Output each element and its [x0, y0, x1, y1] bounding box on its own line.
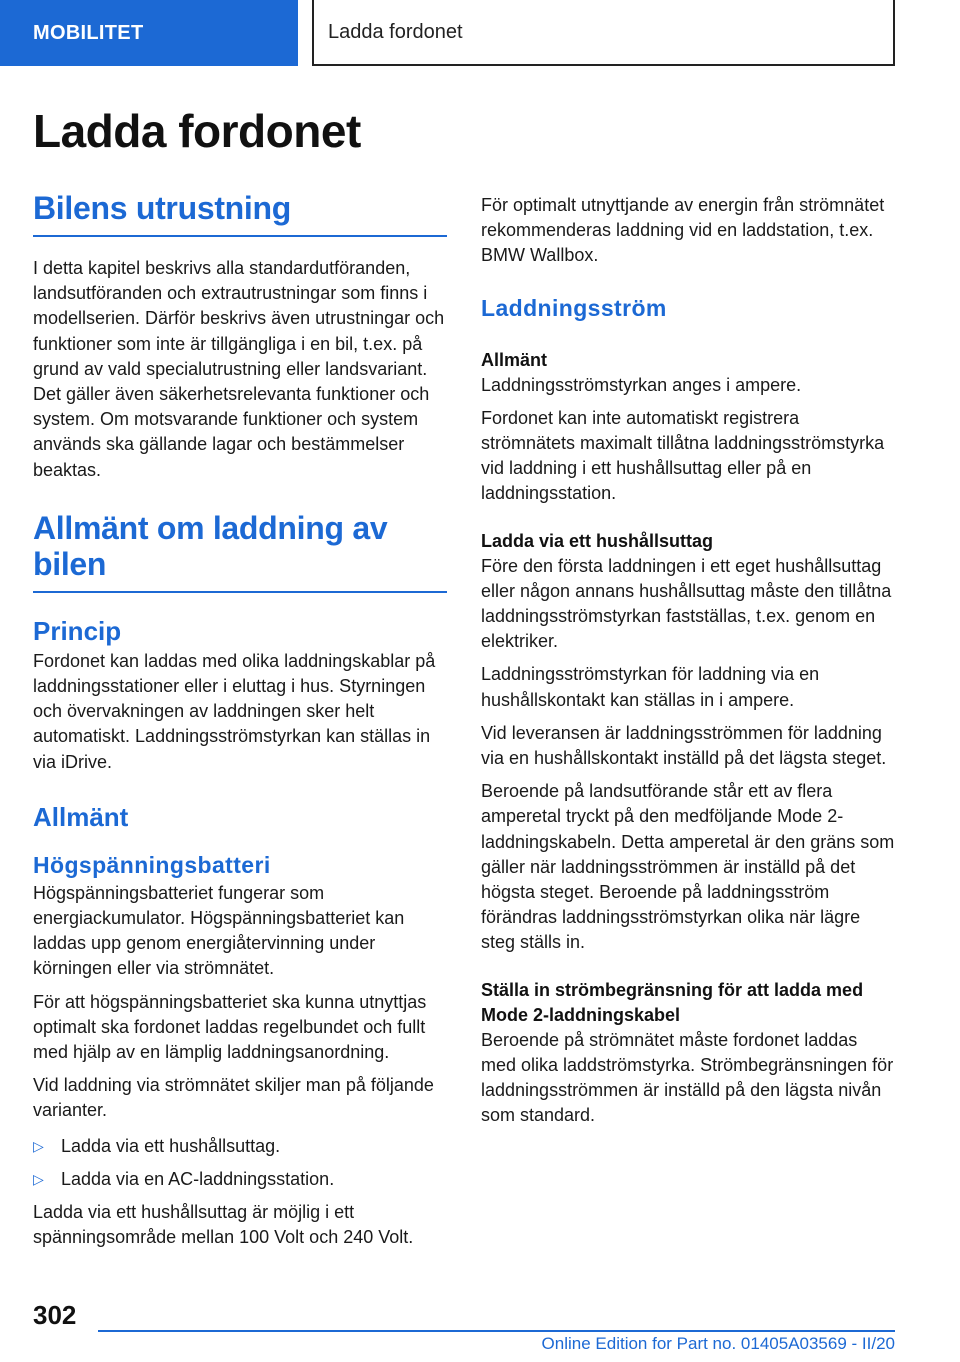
paragraph-bilens: I detta kapitel beskrivs alla standardutföranden, landsutföranden och extrautrustningar som finns i modellserien. Därför beskrivs även utrustningar och funktioner som inte är tillgängliga i en bil, t.ex. på grund av vald specialutrustning eller landsvariant. Det gäller även säkerhetsrelevanta funktioner och system. Om motsvarande funktioner och system används ska gällande lagar och bestämmelser beaktas.: [33, 258, 445, 480]
paragraph-hogspanning-4: Ladda via ett hushållsuttag är möjlig i ett spänningsområde mellan 100 Volt och 240 Volt.: [33, 1201, 414, 1247]
paragraph-stalla-1: Beroende på strömnätet måste fordonet laddas med olika laddströmstyrka. Strömbegränsningen för laddningsströmmen är inställd på den lägsta nivån som standard.: [481, 1029, 894, 1126]
heading-ladda-hushallsuttag: Ladda via ett hushållsuttag: [481, 530, 714, 551]
list-item-text: Ladda via ett hushållsuttag.: [61, 1135, 281, 1156]
right-column: [481, 190, 895, 1128]
list-item-text: Ladda via en AC-laddningsstation.: [61, 1168, 335, 1189]
paragraph-intro: För optimalt utnyttjande av energin från strömnätet rekommenderas laddning vid en laddstation, t.ex. BMW Wallbox.: [481, 195, 885, 266]
paragraph-hushall-2: Laddningsströmstyrkan för laddning via en hushållskontakt kan ställas in i ampere.: [481, 664, 820, 710]
heading-allmant-om-laddning: Allmänt om laddning av bilen: [33, 509, 388, 582]
heading-rule: [33, 591, 447, 593]
header-section-label: MOBILITET: [33, 21, 144, 44]
heading-laddningsstrom: Laddningsström: [481, 294, 667, 321]
heading-allmant: Allmänt: [33, 801, 129, 832]
footer-edition: Online Edition for Part no. 01405A03569 - II/20: [541, 1334, 895, 1353]
page-title: Ladda fordonet: [33, 105, 361, 157]
header-chapter-label: Ladda fordonet: [328, 20, 463, 43]
triangle-bullet-icon: ▷: [33, 1137, 44, 1154]
header-section-tab: [0, 0, 298, 66]
paragraph-hogspanning-3: Vid laddning via strömnätet skiljer man på följande varianter.: [33, 1075, 434, 1121]
triangle-bullet-icon: ▷: [33, 1170, 44, 1187]
heading-rule: [33, 235, 447, 237]
page-number: 302: [33, 1300, 77, 1330]
list-item: [33, 1167, 447, 1192]
left-column: [33, 190, 447, 1250]
paragraph-hushall-4: Beroende på landsutförande står ett av flera amperetal tryckt på den medföljande Mode 2-laddningskabeln. Detta amperetal är den gräns som gäller när laddningsströmmen är inställd på det högsta steget. Beroende på laddningsström förändras laddningsströmstyrkan olika när lägre steg ställs in.: [481, 781, 895, 953]
header-chapter-box: [312, 0, 895, 66]
paragraph-allmant-1: Laddningsströmstyrkan anges i ampere.: [481, 374, 802, 395]
paragraph-princip: Fordonet kan laddas med olika laddningskablar på laddningsstationer eller i eluttag i hus. Styrningen och övervakningen av laddningen sker helt automatiskt. Laddningsströmstyrkan kan ställas in via iDrive.: [33, 650, 436, 772]
heading-allmant-right: Allmänt: [481, 349, 548, 370]
heading-bilens-utrustning: Bilens utrustning: [33, 190, 292, 226]
paragraph-hushall-3: Vid leveransen är laddningsströmmen för laddning via en hushållskontakt inställd på det lägsta steget.: [481, 722, 887, 769]
paragraph-hogspanning-1: Högspänningsbatteriet fungerar som energiackumulator. Högspänningsbatteriet kan laddas upp genom energiåtervinning under körningen eller via strömnätet.: [33, 882, 405, 979]
footer-rule: [98, 1330, 895, 1332]
list-item: [33, 1134, 447, 1159]
heading-princip: Princip: [33, 615, 122, 646]
heading-hogspanningsbatteri: Högspänningsbatteri: [33, 851, 271, 878]
heading-stalla-in-strombegransning: Ställa in strömbegränsning för att ladda med Mode 2-laddningskabel: [481, 979, 864, 1025]
paragraph-allmant-2: Fordonet kan inte automatiskt registrera strömnätets maximalt tillåtna laddningsströmstyrka vid laddning i ett hushållsuttag eller på en laddningsstation.: [481, 407, 885, 504]
paragraph-hushall-1: Före den första laddningen i ett eget hushållsuttag eller någon annans hushållsuttag måste den tillåtna laddningsströmstyrkan fastställas, t.ex. genom en elektriker.: [481, 555, 892, 652]
paragraph-hogspanning-2: För att högspänningsbatteriet ska kunna utnyttjas optimalt ska fordonet laddas regelbundet och fullt med hjälp av en lämplig laddningsanordning.: [33, 991, 427, 1063]
